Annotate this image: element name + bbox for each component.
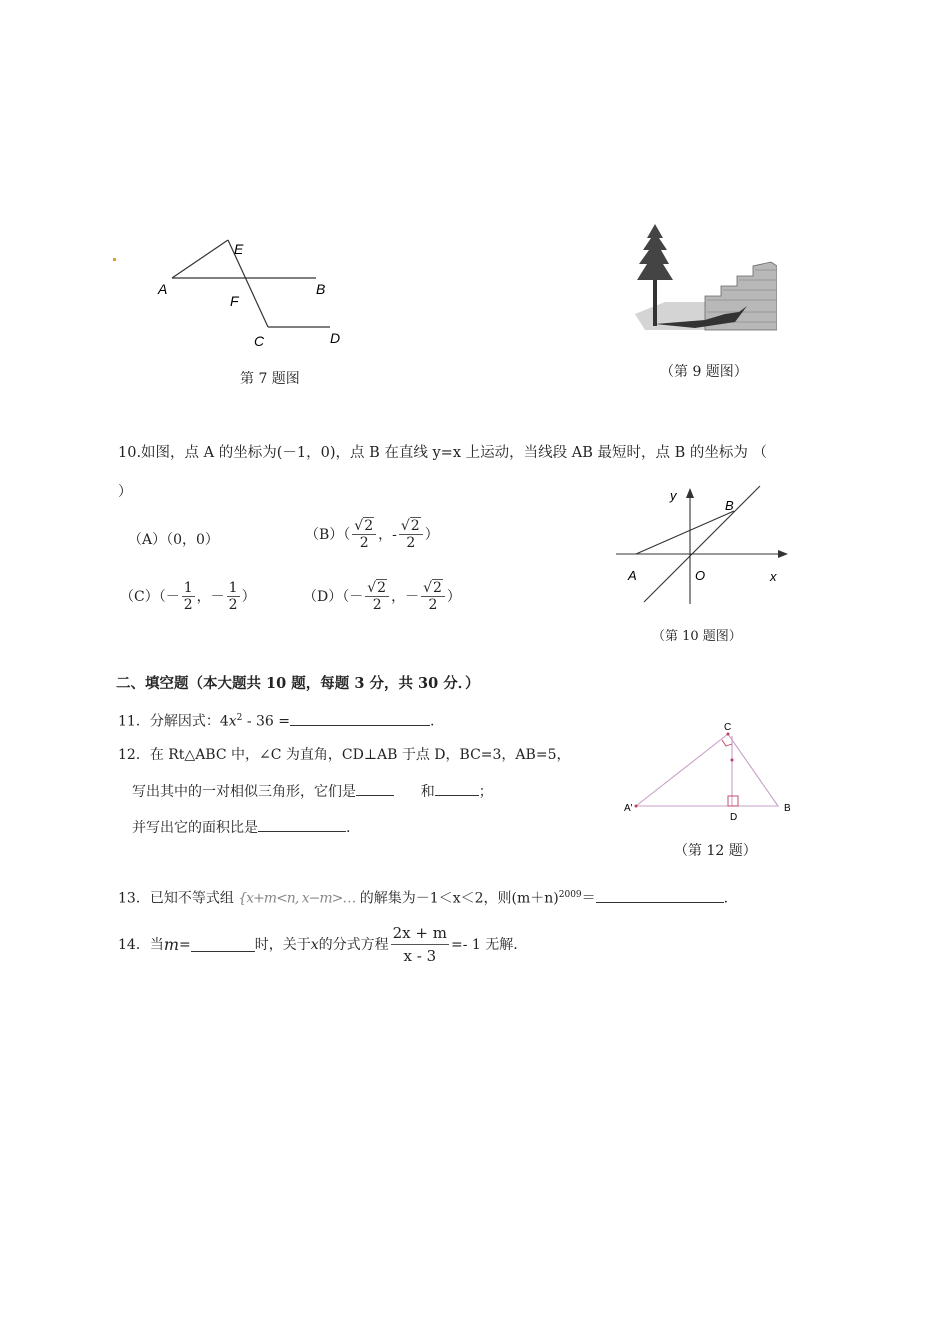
- q14-answer-blank[interactable]: [191, 937, 255, 952]
- q10-option-b: （B）（ $\frac{√2}{2}$ ，- $\frac{√2}{2}$ ）: [305, 518, 439, 551]
- q10-frac: $\frac{1}{2}$: [183, 580, 193, 613]
- fig10-caption: （第 10 题图）: [652, 629, 742, 644]
- q10-frac: $\frac{√2}{2}$: [352, 518, 376, 551]
- q13-system: {x+m<n, x−m>…: [238, 890, 356, 907]
- label-e: E: [234, 241, 244, 257]
- q14: 14．当 m = 时，关于 x 的分式方程 $\frac{2x + m}{x - 3}$ =- 1 无解.: [118, 924, 518, 965]
- fig9-caption: （第 9 题图）: [660, 364, 748, 380]
- q10-option-c-label: （C）（－: [120, 588, 180, 605]
- q10-option-a: （A）（0，0）: [128, 532, 219, 548]
- q12-blank-2[interactable]: [435, 781, 479, 796]
- q13-answer-blank[interactable]: [596, 888, 724, 903]
- q10-frac: $\frac{√2}{2}$: [365, 580, 389, 613]
- line-ae: [172, 240, 228, 278]
- svg-text:x: x: [770, 569, 777, 584]
- label-a: A: [158, 281, 168, 297]
- q10-option-d: （D）（－ $\frac{√2}{2}$ ，－ $\frac{√2}{2}$ ）: [303, 580, 461, 613]
- x-axis-arrow: [778, 550, 788, 558]
- svg-text:O: O: [695, 568, 706, 583]
- label-c: C: [254, 333, 265, 349]
- q10-option-b-label: （B）（: [305, 526, 351, 543]
- svg-text:B: B: [725, 498, 734, 513]
- q10-stem: 10.如图，点 A 的坐标为(－1，0)，点 B 在直线 y=x 上运动，当线段 AB 最短时，点 B 的坐标为 （: [118, 445, 767, 461]
- svg-text:C: C: [724, 722, 732, 733]
- triangle-abc: [636, 734, 778, 806]
- stray-mark: [113, 258, 116, 261]
- line-y-equals-x: [644, 486, 760, 602]
- q10-frac: $\frac{√2}{2}$: [399, 518, 423, 551]
- q14-fraction: $\frac{2x + m}{x - 3}$: [392, 924, 447, 965]
- figure-7: [150, 232, 360, 352]
- q10-frac: $\frac{1}{2}$: [228, 580, 238, 613]
- q12-line2: 写出其中的一对相似三角形，它们是 和 ；: [132, 781, 493, 802]
- svg-text:D: D: [730, 812, 738, 823]
- y-axis-arrow: [686, 488, 694, 498]
- svg-text:A: A: [628, 568, 637, 583]
- svg-text:B: B: [784, 803, 791, 814]
- fig7-caption: 第 7 题图: [240, 371, 300, 387]
- figure-9: [635, 222, 777, 334]
- q10-frac: $\frac{√2}{2}$: [421, 580, 445, 613]
- segment-ab: [636, 511, 734, 554]
- label-f: F: [230, 293, 239, 309]
- figure-12: [620, 720, 798, 828]
- q13: 13．已知不等式组 {x+m<n, x−m>… 的解集为－1＜x＜2，则$(m+n)^{2009}=$ .: [118, 885, 728, 909]
- q11: 11．分解因式：$4x^2 - 36$ = .: [118, 708, 434, 732]
- q12-blank-3[interactable]: [258, 817, 346, 832]
- figure-10: [612, 484, 792, 606]
- q10-option-d-label: （D）（－: [303, 588, 364, 605]
- fig12-caption: （第 12 题）: [674, 843, 757, 859]
- label-b: B: [316, 281, 326, 297]
- q12-line3: 并写出它的面积比是 .: [132, 817, 350, 838]
- q10-option-c: （C）（－ $\frac{1}{2}$ ，－ $\frac{1}{2}$ ）: [120, 580, 256, 613]
- label-d: D: [330, 330, 341, 346]
- q12-line1: 12．在 Rt△ABC 中，∠C 为直角，CD⊥AB 于点 D，BC=3，AB=5，: [118, 747, 571, 763]
- q10-stem-close: ）: [118, 484, 132, 500]
- q12-blank-1[interactable]: [356, 781, 394, 796]
- q11-answer-blank[interactable]: [290, 711, 430, 726]
- section-2-title: 二、填空题（本大题共 10 题，每题 3 分，共 30 分．）: [116, 675, 480, 692]
- svg-text:y: y: [670, 488, 677, 503]
- svg-text:A': A': [624, 803, 633, 814]
